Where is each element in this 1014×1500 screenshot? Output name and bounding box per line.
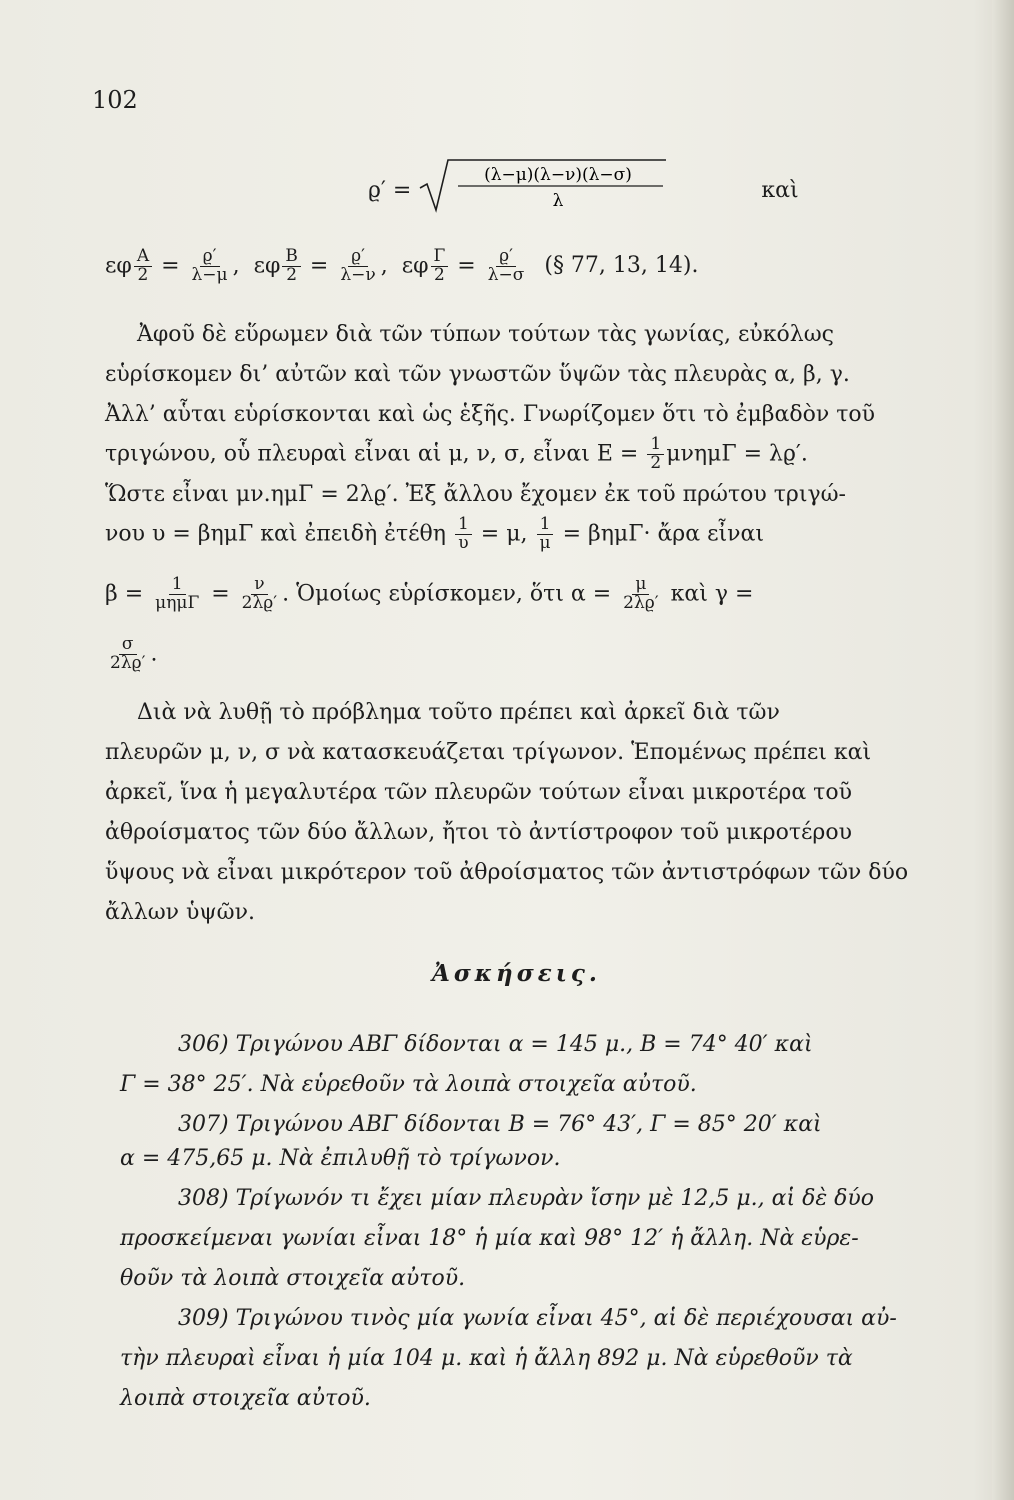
para2-line-1: Διὰ νὰ λυθῇ τὸ πρόβλημα τοῦτο πρέπει καὶ ἀρκεῖ διὰ τῶν xyxy=(137,700,780,725)
exercise-307-line-1: 307) Τριγώνου ΑΒΓ δίδονται Β = 76° 43′, Γ = 85° 20′ καὶ xyxy=(178,1112,822,1137)
rho-prime-lhs: ϱ′ = xyxy=(368,178,412,203)
rho-prime-formula xyxy=(368,158,799,224)
frac-sigma-over-2lr: $\frac{\sigma}{2\lambda ϱ'}$ xyxy=(110,634,146,673)
body-line-4: τριγώνου, οὗ πλευραὶ εἶναι αἱ μ, ν, σ, εἶναι Ε = $\frac{1}{2}$ μνημΓ = λϱ′. xyxy=(105,434,808,473)
page-edge-shadow xyxy=(992,0,1014,1500)
exercise-308-line-3: θοῦν τὰ λοιπὰ στοιχεῖα αὐτοῦ. xyxy=(120,1266,466,1291)
frac-g-half: $\frac{\Gamma}{2}$ xyxy=(431,248,449,285)
frac-rho-ls: $\frac{ϱ'}{\lambda-\sigma}$ xyxy=(487,246,525,285)
frac-rho-lm: $\frac{ϱ'}{\lambda-\mu}$ xyxy=(191,246,228,285)
body-line-8: $\frac{\sigma}{2\lambda ϱ'}$ . xyxy=(105,636,157,673)
rho-numerator: (λ−μ)(λ−ν)(λ−σ) xyxy=(484,165,633,185)
frac-one-over-mu: $\frac{1}{\mu}$ xyxy=(537,516,554,553)
para2-line-5: ὕψους νὰ εἶναι μικρότερον τοῦ ἀθροίσματος τῶν ἀντιστρόφων τῶν δύο xyxy=(105,860,909,885)
tan-b-prefix: εφ xyxy=(253,253,281,279)
tan-half-angle-formulas: εφ $\frac{A}{2}$ = $\frac{ϱ'}{\lambda-\mu}$ , εφ $\frac{B}{2}$ = $\frac{ϱ'}{\lambda-\nu}$ , εφ $\frac{\Gamma}{2}$ = $\frac{ϱ'}{\lambda-\sigma}$ (§ 77, 13, 14). xyxy=(105,246,699,285)
body-line-7: β = $\frac{1}{\text{μημΓ}}$ = $\frac{\nu}{2\lambda ϱ'}$ . Ὁμοίως εὑρίσκομεν, ὅτι α = $\frac{\mu}{2\lambda ϱ'}$ καὶ γ = xyxy=(105,574,754,613)
body-line-1: Ἀφοῦ δὲ εὕρωμεν διὰ τῶν τύπων τούτων τὰς γωνίας, εὐκόλως xyxy=(137,322,834,347)
tan-a-prefix: εφ xyxy=(105,253,132,279)
equals: = xyxy=(309,253,329,279)
exercise-306-line-1: 306) Τριγώνου ΑΒΓ δίδονται α = 145 μ., Β = 74° 40′ καὶ xyxy=(178,1032,813,1057)
exercise-309-line-2: τὴν πλευραὶ εἶναι ἡ μία 104 μ. καὶ ἡ ἄλλη 892 μ. Νὰ εὑρεθοῦν τὰ xyxy=(120,1346,853,1371)
para2-line-4: ἀθροίσματος τῶν δύο ἄλλων, ἤτοι τὸ ἀντίστροφον τοῦ μικροτέρου xyxy=(105,820,852,845)
para2-line-2: πλευρῶν μ, ν, σ νὰ κατασκευάζεται τρίγωνον. Ἑπομένως πρέπει καὶ xyxy=(105,740,872,765)
body-line-2: εὑρίσκομεν δι’ αὐτῶν καὶ τῶν γνωστῶν ὕψῶν τὰς πλευρὰς α, β, γ. xyxy=(105,362,850,387)
frac-a-half: $\frac{A}{2}$ xyxy=(134,248,152,285)
exercise-308-line-1: 308) Τρίγωνόν τι ἔχει μίαν πλευρὰν ἴσην μὲ 12,5 μ., αἱ δὲ δύο xyxy=(178,1186,875,1211)
frac-one-over-u: $\frac{1}{\upsilon}$ xyxy=(455,516,472,553)
tan-g-prefix: εφ xyxy=(401,253,429,279)
exercise-309-line-3: λοιπὰ στοιχεῖα αὐτοῦ. xyxy=(120,1386,371,1411)
exercises-heading: Ἀσκήσεις. xyxy=(432,960,601,987)
kai-word: καὶ xyxy=(761,178,799,203)
body-line-3: Ἀλλ’ αὗται εὑρίσκονται καὶ ὡς ἑξῆς. Γνωρίζομεν ὅτι τὸ ἐμβαδὸν τοῦ xyxy=(105,402,876,427)
exercise-308-line-2: προσκείμεναι γωνίαι εἶναι 18° ἡ μία καὶ 98° 12′ ἡ ἄλλη. Νὰ εὑρε- xyxy=(120,1226,859,1251)
exercise-309-line-1: 309) Τριγώνου τινὸς μία γωνία εἶναι 45°, αἱ δὲ περιέχουσαι αὐ- xyxy=(178,1306,897,1331)
para2-line-3: ἀρκεῖ, ἵνα ἡ μεγαλυτέρα τῶν πλευρῶν τούτων εἶναι μικροτέρα τοῦ xyxy=(105,780,852,805)
para2-line-6: ἄλλων ὑψῶν. xyxy=(105,900,255,925)
square-root xyxy=(418,158,668,224)
radical-sign xyxy=(418,158,668,218)
exercise-307-line-2: α = 475,65 μ. Νὰ ἐπιλυθῇ τὸ τρίγωνον. xyxy=(120,1146,561,1171)
equals: = xyxy=(161,253,180,279)
body-line-5: Ὥστε εἶναι μν.ημΓ = 2λϱ′. Ἐξ ἄλλου ἔχομεν ἐκ τοῦ πρώτου τριγώ- xyxy=(105,482,846,507)
frac-mu-over-2lr: $\frac{\mu}{2\lambda ϱ'}$ xyxy=(623,574,659,613)
frac-rho-ln: $\frac{ϱ'}{\lambda-\nu}$ xyxy=(340,246,376,285)
page-number: 102 xyxy=(92,86,138,114)
exercise-306-line-2: Γ = 38° 25′. Νὰ εὑρεθοῦν τὰ λοιπὰ στοιχεῖα αὐτοῦ. xyxy=(120,1072,697,1097)
rho-denominator: λ xyxy=(552,191,564,211)
frac-one-half: $\frac{1}{2}$ xyxy=(647,436,664,473)
frac-one-over-mimg: $\frac{1}{\text{μημΓ}}$ xyxy=(155,574,200,613)
section-reference: (§ 77, 13, 14). xyxy=(544,253,699,279)
equals: = xyxy=(457,253,476,279)
frac-nu-over-2lr: $\frac{\nu}{2\lambda ϱ'}$ xyxy=(241,574,278,613)
frac-b-half: $\frac{B}{2}$ xyxy=(282,248,301,285)
body-line-6: νου υ = βημΓ καὶ ἐπειδὴ ἐτέθη $\frac{1}{\upsilon}$ = μ, $\frac{1}{\mu}$ = βημΓ· ἄρα εἶναι xyxy=(105,514,764,553)
